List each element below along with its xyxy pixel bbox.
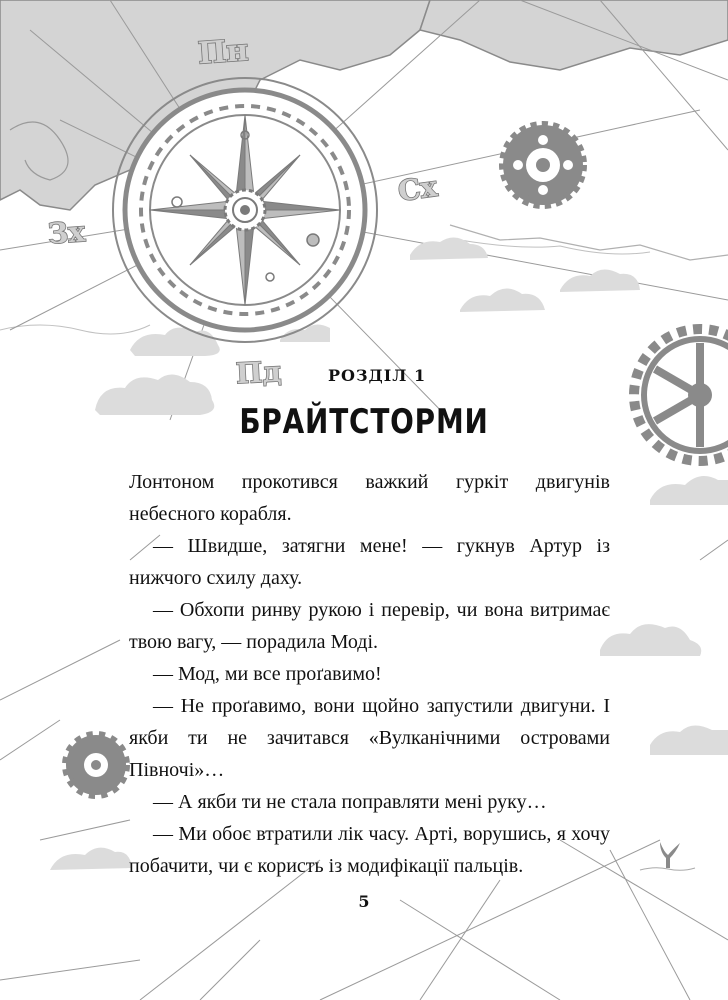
- cloud: [130, 328, 220, 356]
- compass-west-label: Зх: [46, 215, 87, 251]
- cloud: [650, 725, 728, 755]
- paragraph: — Ми обоє втратили лік часу. Арті, ворушись, я хочу побачити, чи є користь із модифікації пальців.: [129, 823, 610, 877]
- whale-tail: [660, 842, 680, 868]
- paragraph: — Не проґавимо, вони щойно запустили двигуни. І якби ти не зачитався «Вулканічними островами Півночі»…: [129, 695, 610, 781]
- landmass-shape: [420, 0, 728, 70]
- cloud: [50, 848, 132, 870]
- coastline: [0, 325, 150, 334]
- cloud: [560, 269, 640, 292]
- compass-east-label: Сх: [395, 169, 440, 208]
- coastline: [450, 225, 728, 260]
- gear-decoration: [66, 735, 126, 795]
- paragraph: — Мод, ми все проґавимо!: [153, 663, 382, 685]
- chapter-title: БРАЙТСТОРМИ: [239, 402, 489, 442]
- chapter-label: РОЗДІЛ 1: [328, 366, 427, 385]
- compass-south-label: Пд: [235, 354, 282, 391]
- paragraph: Лонтоном прокотився важкий гуркіт двигунів небесного корабля.: [129, 471, 610, 525]
- wave: [640, 868, 695, 871]
- chapter-body: [129, 466, 610, 882]
- compass-north-label: Пн: [196, 33, 250, 72]
- paragraph: — Обхопи ринву рукою і перевір, чи вона витримає твою вагу, — порадила Моді.: [129, 599, 610, 653]
- page-number: 5: [358, 892, 370, 911]
- gear-decoration: [503, 125, 583, 205]
- paragraph: — Швидше, затягни мене! — гукнув Артур із нижчого схилу даху.: [129, 535, 610, 589]
- cloud: [410, 237, 488, 260]
- cloud: [460, 288, 545, 312]
- cloud: [600, 624, 701, 656]
- paragraph: — А якби ти не стала поправляти мені руку…: [153, 791, 547, 813]
- cloud: [650, 476, 728, 505]
